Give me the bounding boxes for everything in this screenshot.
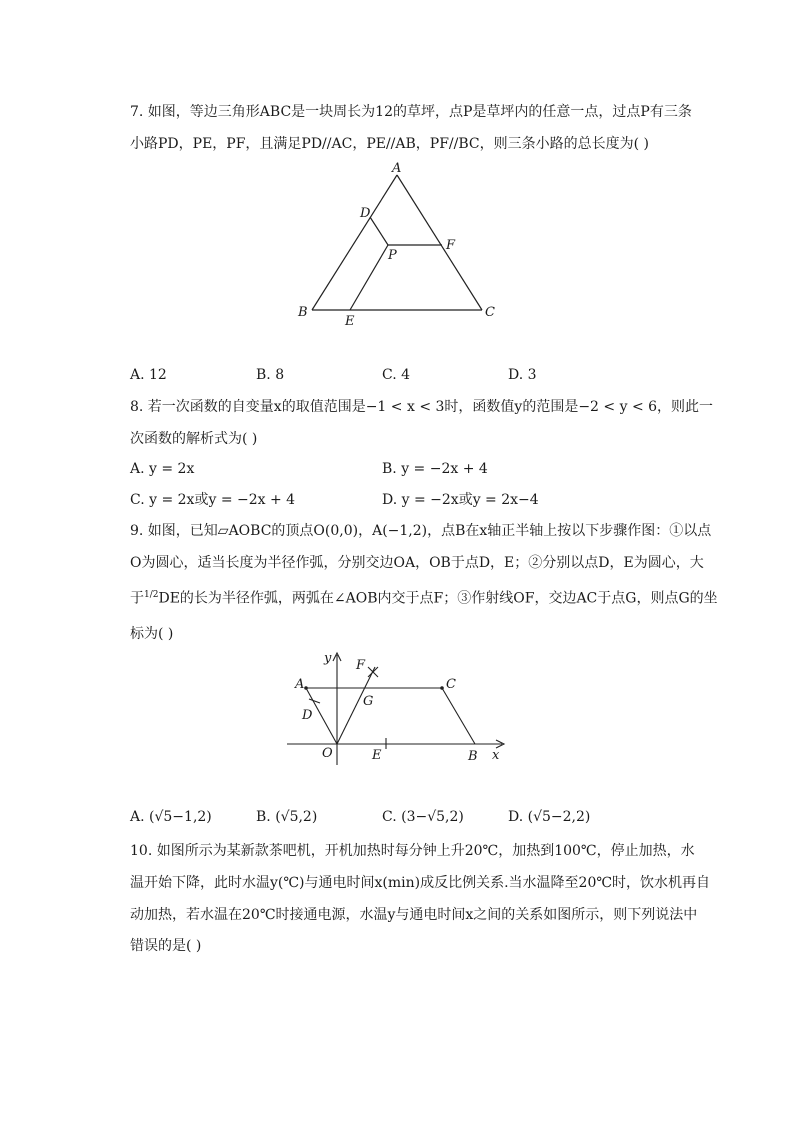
q9-text-line-4: 标为( ) bbox=[130, 626, 174, 642]
q7-text-line-2: 小路PD，PE，PF，且满足PD//AC，PE//AB，PF//BC，则三条小路的总长度为( ) bbox=[130, 136, 649, 152]
path-pd bbox=[370, 217, 388, 245]
q9-fraction-half: 1/2 bbox=[144, 590, 159, 600]
q8-option-d: D. y = −2x或y = 2x−4 bbox=[382, 492, 539, 508]
label-a: A bbox=[295, 677, 305, 692]
label-c: C bbox=[485, 305, 495, 320]
q7-option-a: A. 12 bbox=[130, 367, 167, 383]
label-y: y bbox=[324, 651, 332, 666]
q10-text-line-3: 动加热，若水温在20℃时接通电源，水温y与通电时间x之间的关系如图所示，则下列说法中 bbox=[130, 907, 698, 923]
label-f: F bbox=[446, 238, 456, 253]
label-d: D bbox=[360, 206, 371, 221]
q8-option-b: B. y = −2x + 4 bbox=[382, 461, 488, 477]
q9-line3-prefix: 于 bbox=[130, 590, 144, 607]
q7-text-line-1: 7. 如图，等边三角形ABC是一块周长为12的草坪，点P是草坪内的任意一点，过点P有三条 bbox=[130, 104, 692, 120]
label-c: C bbox=[446, 677, 456, 692]
point-c bbox=[440, 686, 444, 690]
q9-option-a: A. (√5−1,2) bbox=[130, 809, 212, 825]
path-pe bbox=[350, 245, 388, 310]
label-g: G bbox=[363, 694, 374, 709]
label-b: B bbox=[298, 305, 308, 320]
q8-text-line-1: 8. 若一次函数的自变量x的取值范围是−1 < x < 3时，函数值y的范围是−2 < y < 6，则此一 bbox=[130, 399, 714, 415]
q9-parallelogram-figure bbox=[282, 645, 522, 770]
q7-option-d: D. 3 bbox=[508, 367, 537, 383]
q9-option-c: C. (3−√5,2) bbox=[382, 809, 464, 825]
q9-option-d: D. (√5−2,2) bbox=[508, 809, 591, 825]
label-e: E bbox=[345, 314, 355, 329]
q7-triangle-figure bbox=[290, 160, 520, 330]
label-x: x bbox=[492, 748, 500, 763]
q10-text-line-4: 错误的是( ) bbox=[130, 938, 202, 954]
q10-text-line-2: 温开始下降，此时水温y(℃)与通电时间x(min)成反比例关系.当水温降至20℃时，饮水机再自 bbox=[130, 875, 711, 891]
q8-option-c: C. y = 2x或y = −2x + 4 bbox=[130, 492, 296, 508]
q7-option-b: B. 8 bbox=[256, 367, 285, 383]
q9-option-b: B. (√5,2) bbox=[256, 809, 318, 825]
label-d: D bbox=[302, 708, 313, 723]
label-b: B bbox=[468, 749, 478, 764]
point-a bbox=[304, 686, 308, 690]
label-f: F bbox=[356, 658, 366, 673]
label-o: O bbox=[322, 746, 333, 761]
side-ab bbox=[312, 175, 397, 310]
q9-text-line-3 bbox=[130, 586, 718, 608]
label-a: A bbox=[392, 161, 402, 176]
q9-line3-rest: DE的长为半径作弧，两弧在∠AOB内交于点F；③作射线OF，交边AC于点G，则点G的坐 bbox=[158, 590, 718, 607]
q8-option-a: A. y = 2x bbox=[130, 461, 195, 477]
side-ac bbox=[397, 175, 482, 310]
q9-text-line-1: 9. 如图，已知▱AOBC的顶点O(0,0)，A(−1,2)，点B在x轴正半轴上按以下步骤作图：①以点 bbox=[130, 523, 712, 539]
label-e: E bbox=[372, 748, 382, 763]
q9-text-line-2: O为圆心，适当长度为半径作弧，分别交边OA，OB于点D，E；②分别以点D，E为圆心，大 bbox=[130, 555, 704, 571]
q8-text-line-2: 次函数的解析式为( ) bbox=[130, 431, 258, 447]
side-cb bbox=[442, 688, 475, 744]
q7-option-c: C. 4 bbox=[382, 367, 411, 383]
label-p: P bbox=[388, 248, 397, 263]
q10-text-line-1: 10. 如图所示为某新款茶吧机，开机加热时每分钟上升20℃，加热到100℃，停止加热，水 bbox=[130, 843, 695, 859]
